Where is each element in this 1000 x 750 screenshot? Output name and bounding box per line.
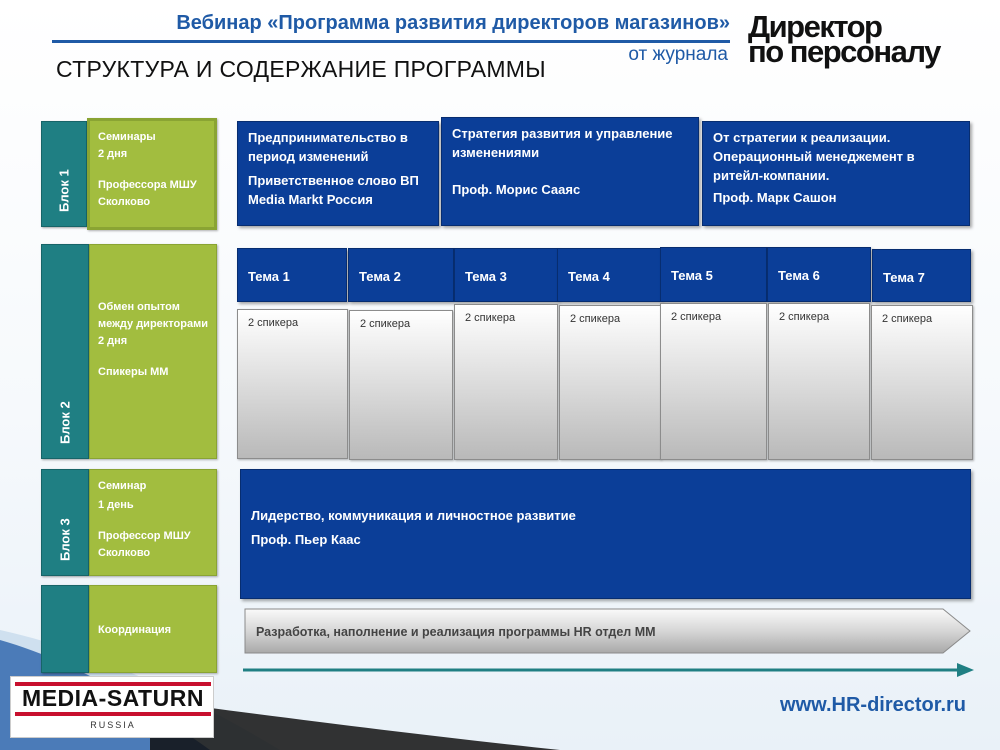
coordination-tab xyxy=(41,585,89,673)
header-divider xyxy=(52,40,730,43)
media-saturn-logo xyxy=(10,676,214,738)
block2-tab xyxy=(41,244,89,459)
session-2-title: Стратегия развития и управление изменениями xyxy=(452,126,673,160)
block1-tab-label: Блок 1 xyxy=(56,169,72,212)
session-3-title: От стратегии к реализации. Операционный менеджемент в ритейл-компании. xyxy=(713,130,915,183)
media-saturn-logo-name: MEDIA-SATURN xyxy=(22,685,204,711)
topic-5 xyxy=(660,247,767,302)
webinar-title: Вебинар «Программа развития директоров магазинов» xyxy=(176,12,730,34)
topic-3-speakers: 2 спикера xyxy=(454,304,558,460)
session-2-speaker: Проф. Морис Сааяс xyxy=(452,182,581,197)
block1-format: Семинары xyxy=(98,131,156,143)
session-3-speaker: Проф. Марк Сашон xyxy=(713,190,837,205)
topic-4-speakers: 2 спикера xyxy=(559,305,661,460)
journal-logo xyxy=(748,9,958,69)
topic-7 xyxy=(872,249,971,302)
block3-tab-label: Блок 3 xyxy=(57,518,73,561)
coordination-label: Координация xyxy=(98,624,172,636)
website-url[interactable]: www.HR-director.ru xyxy=(780,694,966,716)
media-saturn-logo-sub: RUSSIA xyxy=(90,720,136,730)
topic-2-speakers: 2 спикера xyxy=(349,310,453,460)
topic-2-label: Тема 2 xyxy=(359,269,401,284)
topic-6-speakers: 2 спикера xyxy=(768,303,870,460)
hr-process-text: Разработка, наполнение и реализация программы HR отдел ММ xyxy=(256,625,656,639)
block1-speakers: Профессора МШУ Сколково xyxy=(98,179,197,208)
block3-tab xyxy=(41,469,89,576)
topic-3-label: Тема 3 xyxy=(465,269,507,284)
block1-session-1 xyxy=(237,121,439,226)
topic-1-speakers: 2 спикера xyxy=(237,309,348,459)
block1-session-3 xyxy=(702,121,970,226)
block2-info xyxy=(89,244,217,459)
block1-info xyxy=(87,118,217,230)
block1-session-2 xyxy=(441,117,699,226)
slide-title: СТРУКТУРА И СОДЕРЖАНИЕ ПРОГРАММЫ xyxy=(56,56,546,82)
block3-info xyxy=(89,469,217,576)
session-1-speaker: Приветственное слово ВП Media Markt Россия xyxy=(248,173,419,207)
topic-5-label: Тема 5 xyxy=(671,268,713,283)
journal-logo-line2: по персоналу xyxy=(748,34,940,69)
topic-2 xyxy=(348,248,454,302)
block2-tab-label: Блок 2 xyxy=(57,401,73,444)
block3-duration: 1 день xyxy=(98,499,134,511)
topic-7-speakers: 2 спикера xyxy=(871,305,973,460)
session-1-title: Предпринимательство в период изменений xyxy=(248,130,408,164)
block1-duration: 2 дня xyxy=(98,148,128,160)
topic-6-label: Тема 6 xyxy=(778,268,820,283)
topic-4 xyxy=(557,248,661,302)
block3-session-title: Лидерство, коммуникация и личностное развитие xyxy=(251,508,576,523)
block2-speakers: Спикеры ММ xyxy=(98,366,169,378)
journal-logo-line1: Директор xyxy=(748,9,882,44)
coordination-info xyxy=(89,585,217,673)
block3-session xyxy=(240,469,971,599)
block3-format: Семинар xyxy=(98,480,147,492)
from-journal-text: от журнала xyxy=(628,44,728,65)
timeline-arrow xyxy=(243,662,976,678)
block2-format: Обмен опытом между директорами xyxy=(98,301,208,330)
block1-tab xyxy=(41,121,87,227)
block3-session-speaker: Проф. Пьер Каас xyxy=(251,532,361,547)
topic-7-label: Тема 7 xyxy=(883,270,925,285)
topic-5-speakers: 2 спикера xyxy=(660,303,767,460)
topic-4-label: Тема 4 xyxy=(568,269,610,284)
topic-6 xyxy=(767,247,871,302)
block3-speakers: Профессор МШУ Сколково xyxy=(98,530,191,559)
topic-3 xyxy=(454,248,558,302)
topic-1 xyxy=(237,248,347,302)
topic-1-label: Тема 1 xyxy=(248,269,290,284)
block2-duration: 2 дня xyxy=(98,335,128,347)
